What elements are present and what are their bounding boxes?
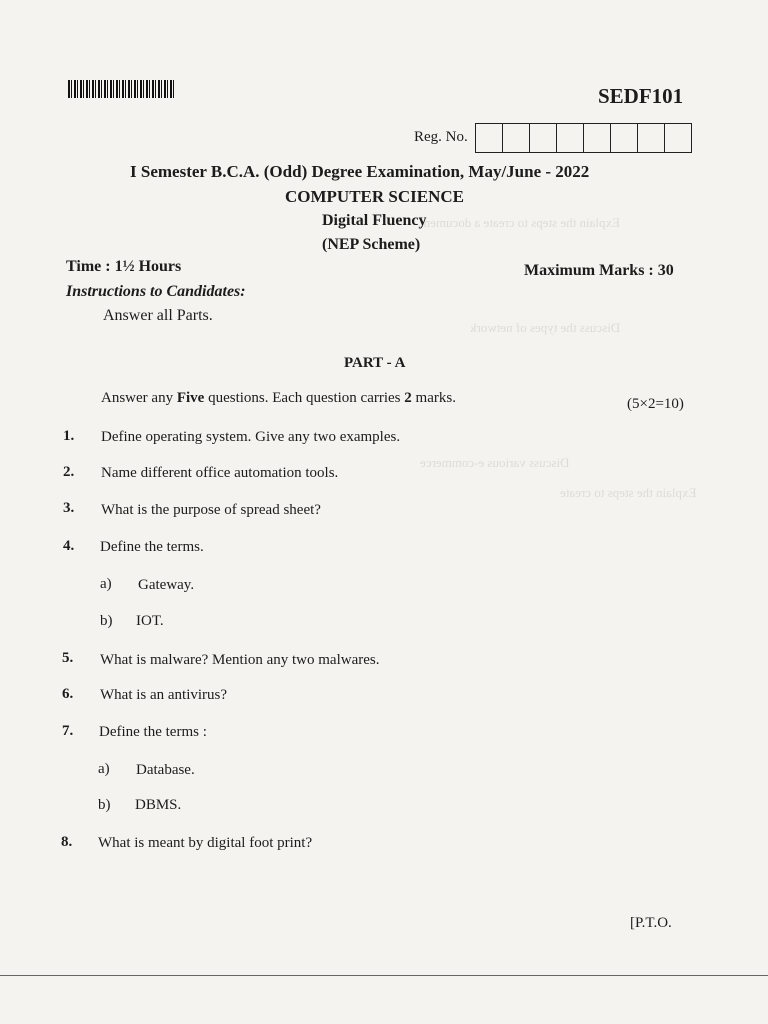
question-number: 7. (62, 723, 74, 739)
reg-no-label: Reg. No. (414, 129, 468, 145)
reg-no-digit-box[interactable] (530, 123, 557, 153)
reg-no-digit-box[interactable] (475, 123, 503, 153)
reg-no-digit-box[interactable] (611, 123, 638, 153)
part-a-marks: (5×2=10) (627, 396, 684, 412)
question-number: 4. (63, 538, 75, 554)
page-edge-line (0, 975, 768, 976)
instructions-text: Answer all Parts. (103, 307, 213, 324)
question-number: 3. (63, 500, 75, 516)
sub-question-text: Database. (136, 762, 195, 778)
exam-subject: COMPUTER SCIENCE (285, 187, 464, 206)
question-text: Define the terms : (99, 724, 207, 740)
sub-question-text: IOT. (136, 613, 164, 629)
part-a-title: PART - A (344, 355, 406, 371)
instructions-heading: Instructions to Candidates: (66, 283, 246, 300)
question-text: Name different office automation tools. (101, 465, 339, 481)
reg-no-digit-box[interactable] (557, 123, 584, 153)
question-number: 1. (63, 428, 75, 444)
exam-paper: Digital Fluency (322, 212, 427, 229)
bleed-through-text: Discuss the types of network (470, 320, 621, 335)
barcode (68, 80, 174, 98)
question-text: What is an antivirus? (100, 687, 228, 703)
question-text: What is meant by digital foot print? (98, 835, 313, 851)
reg-no-digit-box[interactable] (503, 123, 530, 153)
question-text: What is the purpose of spread sheet? (101, 502, 321, 518)
reg-no-digit-box[interactable] (584, 123, 611, 153)
question-text: What is malware? Mention any two malwares. (100, 652, 380, 668)
question-number: 8. (61, 834, 73, 850)
reg-no-digit-box[interactable] (665, 123, 692, 153)
exam-scheme: (NEP Scheme) (322, 236, 421, 253)
reg-no-boxes[interactable] (475, 123, 692, 153)
sub-question-label: a) (98, 761, 110, 777)
sub-question-label: a) (100, 576, 112, 592)
sub-question-label: b) (100, 613, 113, 629)
question-number: 2. (63, 464, 75, 480)
sub-question-text: DBMS. (135, 797, 182, 813)
question-number: 6. (62, 686, 74, 702)
part-a-instruction: Answer any Five questions. Each question carries 2 marks. (101, 390, 456, 406)
bleed-through-text: Explain the steps to create (560, 485, 697, 500)
question-text: Define operating system. Give any two examples. (101, 429, 401, 445)
bleed-through-text: Explain the steps to create a document (420, 215, 620, 230)
exam-title: I Semester B.C.A. (Odd) Degree Examination, May/June - 2022 (130, 162, 590, 181)
paper-code: SEDF101 (598, 84, 684, 108)
sub-question-text: Gateway. (138, 577, 195, 593)
bleed-through-text: Discuss various e-commerce (420, 455, 570, 470)
max-marks: Maximum Marks : 30 (524, 262, 674, 279)
question-text: Define the terms. (100, 539, 204, 555)
sub-question-label: b) (98, 797, 111, 813)
reg-no-digit-box[interactable] (638, 123, 665, 153)
question-number: 5. (62, 650, 74, 666)
pto-marker: [P.T.O. (630, 915, 672, 931)
time-allowed: Time : 1½ Hours (66, 258, 182, 275)
